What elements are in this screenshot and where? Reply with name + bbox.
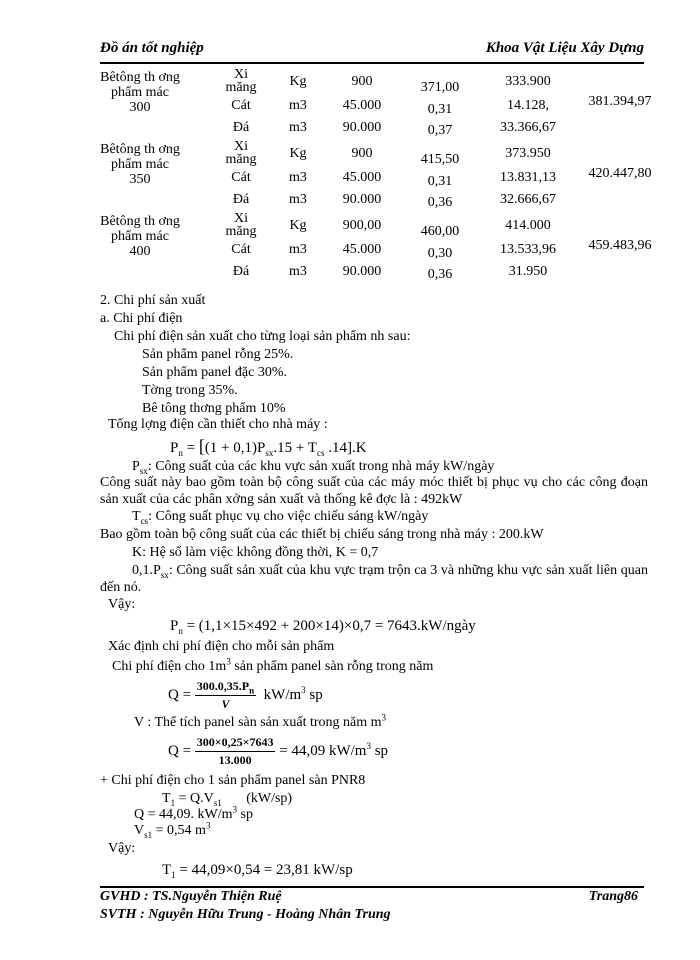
norm-cell: 415,50 <box>420 152 460 167</box>
qty-cell: 900 <box>351 146 373 161</box>
fraction: $\frac{300\times 0,25\times 7643}{13.000}$ <box>196 735 274 767</box>
fraction: $\frac{300.0,35.P_n}{V}$ <box>196 679 255 711</box>
norm-cell: 460,00 <box>420 224 460 239</box>
material-cell: Cát <box>231 98 251 113</box>
formula-t1: $T_1 = Q.V_{s1}$ (kW/sp) <box>162 791 293 808</box>
cost-cell: 13.533,96 <box>500 242 556 257</box>
formula-pn-result: $P_n = (1,1\times 15\times 492 + 200\times 14)\times 0,7$ = 7643.kW/ngày <box>170 618 476 636</box>
qty-cell: 900,00 <box>342 218 382 233</box>
unit-cell: Kg <box>289 146 307 161</box>
norm-cell: 371,00 <box>420 80 460 95</box>
unit-cell: m3 <box>289 264 307 279</box>
cost-cell: 373.950 <box>505 146 551 161</box>
norm-cell: 0,36 <box>427 195 453 210</box>
material-cell: Đá <box>232 264 250 279</box>
footer-students: SVTH : Nguyễn Hữu Trung - Hoàng Nhân Trung <box>100 907 391 922</box>
unit-cell: Kg <box>289 218 307 233</box>
paragraph: Vậy: <box>108 841 136 856</box>
product-name: Bêtông th ơng phẩm mác 300 <box>100 70 180 115</box>
paragraph: Bao gồm toàn bộ công suất của các thiết bị chiếu sáng trong nhà máy : 200.kW <box>100 527 544 542</box>
material-cell: Xi măng <box>225 211 257 239</box>
cost-cell: 31.950 <box>508 264 548 279</box>
footer-rule <box>100 886 644 888</box>
cost-table <box>100 68 660 284</box>
unit-cell: Kg <box>289 74 307 89</box>
footer-line <box>100 889 644 905</box>
formula-pn: $P_n = [(1 + 0,1)P_{sx}.15 + T_{cs}$ .14].K <box>170 436 367 458</box>
section-heading: 2. Chi phí sản xuất <box>100 293 206 308</box>
unit-cell: m3 <box>289 192 307 207</box>
cost-cell: 32.666,67 <box>500 192 556 207</box>
norm-cell: 0,30 <box>427 246 453 261</box>
paragraph: Tổng lợng điện cần thiết cho nhà máy : <box>108 417 328 432</box>
table-group <box>100 212 660 284</box>
product-name: Bêtông th ơng phẩm mác 350 <box>100 142 180 187</box>
qty-cell: 90.000 <box>342 120 382 135</box>
header-left: Đồ án tốt nghiệp <box>100 40 204 56</box>
table-group <box>100 68 660 140</box>
material-cell: Xi măng <box>225 67 257 95</box>
paragraph: $0,1.P_{sx}$: Công suất sản xuất của khu vực trạm trộn ca 3 và những khu vực sản xuất liên quan đến nó. <box>100 563 648 595</box>
formula-v-val: $V_{s1} = 0,54$ $m^3$ <box>134 820 211 840</box>
total-cell: 459.483,96 <box>588 238 652 253</box>
unit-cell: m3 <box>289 120 307 135</box>
cost-cell: 14.128, <box>507 98 549 113</box>
unit-cell: m3 <box>289 242 307 257</box>
qty-cell: 90.000 <box>342 192 382 207</box>
formula-q-value: Q = $\frac{300\times 0,25\times 7643}{13.000}$ = 44,09 $kW/m^3$ sp <box>168 735 389 767</box>
unit-cell: m3 <box>289 170 307 185</box>
formula-q-val: Q = 44,09. $kW/m^3$ sp <box>134 804 253 822</box>
paragraph: Vậy: <box>108 597 136 612</box>
norm-cell: 0,36 <box>427 267 453 282</box>
product-name: Bêtông th ơng phẩm mác 400 <box>100 214 180 259</box>
page-header <box>100 40 644 62</box>
qty-cell: 45.000 <box>342 98 382 113</box>
material-cell: Đá <box>232 192 250 207</box>
unit-cell: m3 <box>289 98 307 113</box>
material-cell: Xi măng <box>225 139 257 167</box>
paragraph: Chi phí điện sản xuất cho từng loại sản phẩm nh sau: <box>114 329 411 344</box>
material-cell: Đá <box>232 120 250 135</box>
formula-t1-result: $T_1 = 44,09\times 0,54 = 23,81$ kW/sp <box>162 862 353 880</box>
page-number: Trang86 <box>588 889 638 904</box>
list-item: Sản phẩm panel đặc 30%. <box>142 365 288 380</box>
qty-cell: 900 <box>351 74 373 89</box>
cost-cell: 414.000 <box>505 218 551 233</box>
paragraph: K: Hệ số làm việc không đồng thời, K = 0,7 <box>132 545 379 560</box>
cost-cell: 33.366,67 <box>500 120 556 135</box>
list-item: Bê tông thơng phẩm 10% <box>142 401 286 416</box>
norm-cell: 0,31 <box>427 174 453 189</box>
paragraph: + Chi phí điện cho 1 sản phẩm panel sàn PNR8 <box>100 773 366 788</box>
header-rule <box>100 62 644 64</box>
paragraph: V : Thể tích panel sàn sản xuất trong năm $m^3$ <box>134 712 387 730</box>
cost-cell: 13.831,13 <box>500 170 556 185</box>
paragraph: Xác định chi phí điện cho mỗi sản phẩm <box>108 639 335 654</box>
qty-cell: 45.000 <box>342 170 382 185</box>
cost-cell: 333.900 <box>505 74 551 89</box>
formula-q: Q = $\frac{300.0,35.P_n}{V}$ $kW/m^3$ sp <box>168 679 323 711</box>
material-cell: Cát <box>231 242 251 257</box>
total-cell: 381.394,97 <box>588 94 652 109</box>
paragraph: Công suất này bao gồm toàn bộ công suất của các máy móc thiết bị phục vụ cho các công đoạn sản xuất của các phân xởng sản xuất và thống kê đợc là : 492kW <box>100 475 648 507</box>
norm-cell: 0,31 <box>427 102 453 117</box>
subsection-heading: a. Chi phí điện <box>100 311 183 326</box>
header-right: Khoa Vật Liệu Xây Dựng <box>485 40 644 56</box>
list-item: Sản phẩm panel rỗng 25%. <box>142 347 294 362</box>
footer-supervisor: GVHD : TS.Nguyễn Thiện Ruệ <box>100 889 282 904</box>
paragraph: $P_{sx}$: Công suất của các khu vực sản xuất trong nhà máy kW/ngày <box>132 459 495 476</box>
total-cell: 420.447,80 <box>588 166 652 181</box>
list-item: Tờng trong 35%. <box>142 383 238 398</box>
table-group <box>100 140 660 212</box>
qty-cell: 90.000 <box>342 264 382 279</box>
norm-cell: 0,37 <box>427 123 453 138</box>
paragraph: $T_{cs}$: Công suất phục vụ cho việc chiếu sáng kW/ngày <box>132 509 429 526</box>
paragraph: Chi phí điện cho $1m^3$ sản phẩm panel sàn rỗng trong năm <box>112 656 434 674</box>
material-cell: Cát <box>231 170 251 185</box>
qty-cell: 45.000 <box>342 242 382 257</box>
